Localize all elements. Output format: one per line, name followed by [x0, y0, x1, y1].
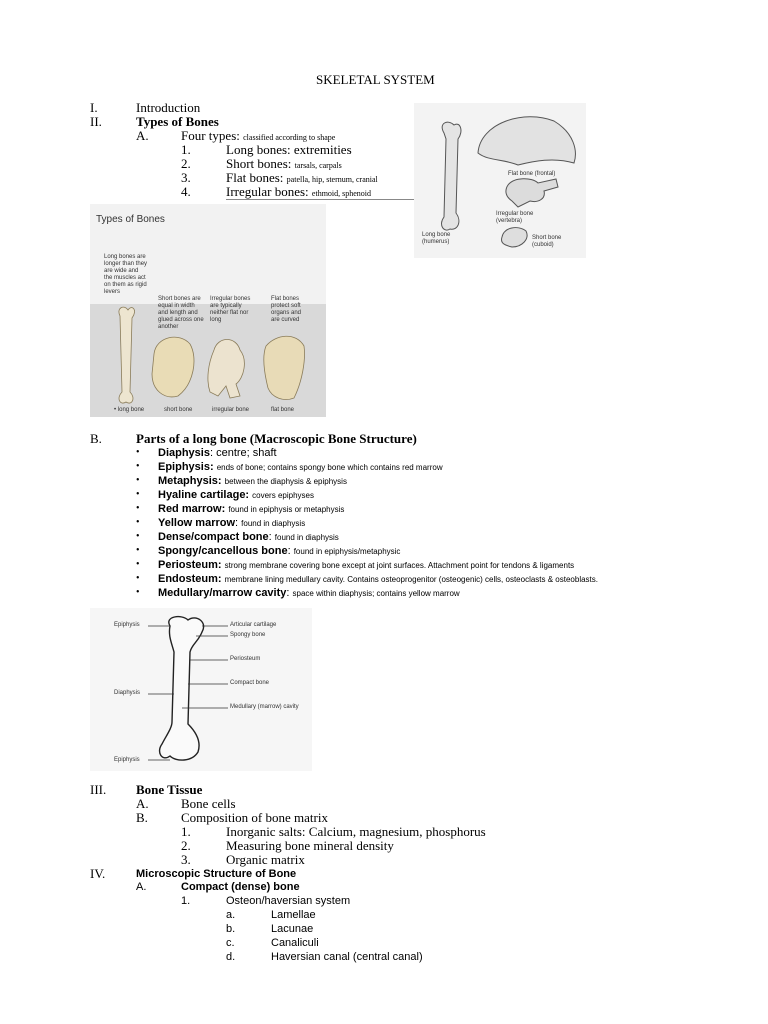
part-note: found in diaphysis [274, 533, 339, 542]
part-note: space within diaphysis; contains yellow marrow [292, 589, 460, 598]
part-term: Periosteum: [158, 559, 222, 571]
part-note: found in diaphysis [241, 519, 306, 528]
part-note: found in epiphysis/metaphysic [293, 547, 401, 556]
part-term: Hyaline cartilage: [158, 489, 250, 501]
bone-type-number: 2. [181, 156, 191, 171]
section-2b-number: B. [90, 431, 102, 446]
section-4-number: IV. [90, 866, 106, 881]
part-note: membrane lining medullary cavity. Contains osteoprogenitor (osteogenic) cells, osteoclasts & osteoblasts. [224, 575, 598, 584]
section-3-number: III. [90, 782, 107, 797]
matrix-item: Organic matrix [226, 852, 305, 867]
short-bone-description: Short bones are equal in width and length and glued across one another [158, 296, 204, 330]
flat-bone-caption: flat bone [271, 407, 295, 413]
part-term: Red marrow: [158, 503, 226, 515]
bone-type-text: Flat bones: [226, 170, 284, 185]
osteon-item: Lamellae [271, 909, 316, 921]
part-term: Epiphysis: [158, 461, 214, 473]
section-2a-note: classified according to shape [243, 133, 336, 142]
section-2-title: Types of Bones [136, 114, 219, 129]
part-description: : centre; shaft [209, 447, 277, 459]
section-4a1-number: 1. [181, 895, 191, 907]
osteon-item: Canaliculi [271, 937, 319, 949]
bone-type-note: tarsals, carpals [294, 161, 342, 170]
short-bone-caption: short bone [164, 407, 193, 413]
long-bone-caption: • long bone [114, 407, 145, 413]
osteon-item: Lacunae [271, 923, 314, 935]
bone-tissue-number: B. [136, 810, 148, 825]
periosteum-label: Periosteum [230, 656, 261, 662]
irregular-bone-caption: irregular bone [212, 407, 250, 413]
bone-tissue-item: Bone cells [181, 796, 236, 811]
bone-type-number: 1. [181, 142, 191, 157]
section-1-number: I. [90, 100, 98, 115]
matrix-item: Measuring bone mineral density [226, 838, 394, 853]
part-term: Endosteum: [158, 573, 222, 585]
bone-type-note: patella, hip, sternum, cranial [286, 175, 378, 184]
flat-bone-description: Flat bones protect soft organs and are curved [271, 296, 302, 323]
bone-type-text: Long bones: extremities [226, 142, 352, 157]
irregular-bone-label: Irregular bone (vertebra) [496, 211, 534, 224]
epiphysis-top-label: Epiphysis [114, 622, 140, 628]
part-description: : [286, 587, 290, 599]
medullary-cavity-label: Medullary (marrow) cavity [230, 704, 299, 710]
osteon-item-letter: d. [226, 951, 236, 963]
bone-type-note: ethmoid, sphenoid [311, 189, 372, 198]
bone-type-text: Irregular bones: [226, 184, 309, 199]
irregular-bone-description: Irregular bones are typically neither flat nor long [210, 296, 251, 323]
long-bone-figure [90, 608, 312, 771]
figure-title: Types of Bones [96, 214, 165, 225]
spongy-bone-label: Spongy bone [230, 632, 266, 638]
section-4a1-title: Osteon/haversian system [226, 895, 351, 907]
part-note: covers epiphyses [252, 491, 314, 500]
long-bone-description: Long bones are longer than they are wide and the muscles act on them as rigid levers [104, 254, 148, 295]
osteon-item-letter: c. [226, 937, 235, 949]
page-title: SKELETAL SYSTEM [316, 72, 435, 87]
bone-type-number: 3. [181, 170, 191, 185]
bone-tissue-item: Composition of bone matrix [181, 810, 328, 825]
epiphysis-bottom-label: Epiphysis [114, 757, 140, 763]
types-of-bones-drawing [90, 204, 326, 417]
section-4a-number: A. [136, 881, 147, 893]
section-1-title: Introduction [136, 100, 201, 115]
bone-tissue-number: A. [136, 796, 149, 811]
section-2b-title: Parts of a long bone (Macroscopic Bone Structure) [136, 431, 417, 446]
long-bone-label: Long bone (humerus) [422, 232, 451, 245]
part-term: Yellow marrow [158, 517, 236, 529]
articular-cartilage-label: Articular cartilage [230, 622, 277, 628]
diaphysis-label: Diaphysis [114, 690, 141, 696]
bone-types-sketch-figure [414, 103, 586, 258]
part-term: Spongy/cancellous bone [158, 545, 288, 557]
section-4-title: Microscopic Structure of Bone [136, 868, 297, 880]
matrix-item-number: 2. [181, 838, 191, 853]
matrix-item: Inorganic salts: Calcium, magnesium, phosphorus [226, 824, 486, 839]
section-4a-title: Compact (dense) bone [181, 881, 300, 893]
matrix-item-number: 1. [181, 824, 191, 839]
compact-bone-label: Compact bone [230, 680, 270, 686]
types-of-bones-figure [90, 204, 326, 417]
bone-type-text: Short bones: [226, 156, 292, 171]
part-term: Dense/compact bone [158, 531, 269, 543]
part-description: : [268, 531, 272, 543]
section-2a-text: Four types: [181, 128, 240, 143]
part-note: strong membrane covering bone except at joint surfaces. Attachment point for tendons & ligaments [224, 561, 575, 570]
part-term: Metaphysis: [158, 475, 222, 487]
part-note: ends of bone; contains spongy bone which contains red marrow [216, 463, 443, 472]
divider [226, 199, 416, 200]
section-3-title: Bone Tissue [136, 782, 203, 797]
part-description: : [235, 517, 239, 529]
part-note: between the diaphysis & epiphysis [224, 477, 347, 486]
section-2-number: II. [90, 114, 102, 129]
part-term: Diaphysis [158, 447, 210, 459]
osteon-item-letter: a. [226, 909, 236, 921]
bone-type-number: 4. [181, 184, 191, 199]
part-description: : [287, 545, 291, 557]
osteon-item-letter: b. [226, 923, 236, 935]
short-bone-label: Short bone (cuboid) [532, 235, 562, 248]
matrix-item-number: 3. [181, 852, 191, 867]
flat-bone-label: Flat bone (frontal) [508, 171, 556, 177]
part-note: found in epiphysis or metaphysis [228, 505, 345, 514]
osteon-item: Haversian canal (central canal) [271, 951, 423, 963]
part-term: Medullary/marrow cavity [158, 587, 287, 599]
section-2a-number: A. [136, 128, 149, 143]
